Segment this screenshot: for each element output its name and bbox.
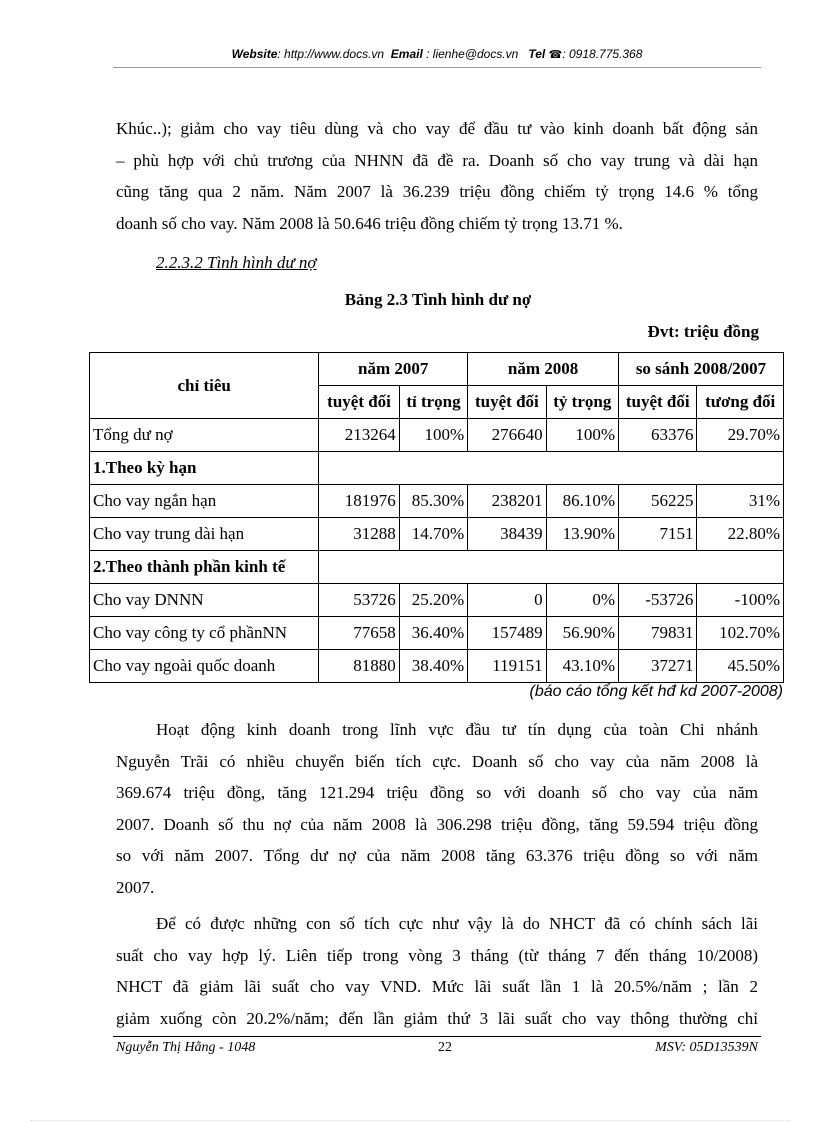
header-divider — [113, 67, 761, 68]
text-line: Khúc..); giảm cho vay tiêu dùng và cho vay để đầu tư vào kinh doanh bất động sản — [116, 119, 758, 138]
text-line: 2007. — [116, 877, 155, 897]
table-row — [90, 650, 784, 683]
table-row — [90, 485, 784, 518]
section-label: 1.Theo kỳ hạn — [90, 452, 319, 485]
email-label: Email — [390, 47, 423, 61]
col-header-label: chỉ tiêu — [90, 353, 319, 419]
text-line: NHCT đã giảm lãi suất cho vay VND. Mức lãi suất lần 1 là 20.5%/năm ; lần 2 — [116, 977, 758, 996]
row-label: Cho vay công ty cổ phầnNN — [90, 617, 319, 650]
subheader-cell: tỷ trọng — [546, 386, 618, 419]
subheader-cell: tuyệt đối — [468, 386, 546, 419]
tel-value: : 0918.775.368 — [562, 47, 643, 61]
footer-author: Nguyễn Thị Hằng - 1048 — [116, 1040, 256, 1055]
table-row — [90, 419, 784, 452]
table-cell: 0% — [546, 584, 618, 617]
table-cell: -53726 — [619, 584, 697, 617]
paragraph-3 — [116, 908, 758, 1034]
subheader-cell: tỉ trọng — [399, 386, 467, 419]
table-cell: 238201 — [468, 485, 546, 518]
table-row — [90, 584, 784, 617]
table-cell: 181976 — [319, 485, 399, 518]
row-label: Cho vay DNNN — [90, 584, 319, 617]
row-label: Tổng dư nợ — [90, 419, 319, 452]
table-cell: 45.50% — [697, 650, 784, 683]
tel-label: Tel — [528, 47, 546, 61]
table-cell: 0 — [468, 584, 546, 617]
row-label: Cho vay trung dài hạn — [90, 518, 319, 551]
table-cell: -100% — [697, 584, 784, 617]
table-cell: 14.70% — [399, 518, 467, 551]
subheader-cell: tương đối — [697, 386, 784, 419]
source-note: (báo cáo tổng kết hđ kd 2007-2008) — [529, 683, 783, 700]
table-cell: 157489 — [468, 617, 546, 650]
page-number: 22 — [438, 1040, 452, 1055]
text-line: Nguyễn Trãi có nhiều chuyển biến tích cực. Doanh số cho vay của năm 2008 là — [116, 751, 758, 771]
table-caption: Bảng 2.3 Tình hình dư nợ — [344, 290, 532, 309]
text-line: 2007. Doanh số thu nợ của năm 2008 là 306.298 triệu đồng, tăng 59.594 triệu đồng — [116, 814, 758, 834]
table-cell: 56225 — [619, 485, 697, 518]
table-cell: 38.40% — [399, 650, 467, 683]
text-line: Để có được những con số tích cực như vậy là do NHCT đã có chính sách lãi — [156, 914, 758, 933]
table-cell: 85.30% — [399, 485, 467, 518]
row-label: Cho vay ngoài quốc doanh — [90, 650, 319, 683]
table-cell: 56.90% — [546, 617, 618, 650]
text-line: so với năm 2007. Tổng dư nợ của năm 2008 tăng 63.376 triệu đồng so với năm — [116, 846, 758, 865]
paragraph-1 — [116, 113, 758, 239]
footer-divider — [113, 1036, 761, 1037]
table-cell: 43.10% — [546, 650, 618, 683]
page-header — [113, 47, 761, 61]
table-cell: 102.70% — [697, 617, 784, 650]
table-cell: 37271 — [619, 650, 697, 683]
table-cell: 29.70% — [697, 419, 784, 452]
email-value: : lienhe@docs.vn — [426, 47, 519, 61]
table-cell: 79831 — [619, 617, 697, 650]
text-line: suất cho vay hợp lý. Liên tiếp trong vòng 3 tháng (từ tháng 7 đến tháng 10/2008) — [116, 945, 758, 965]
subheader-cell: tuyệt đối — [319, 386, 399, 419]
table-cell: 81880 — [319, 650, 399, 683]
table-cell: 77658 — [319, 617, 399, 650]
paragraph-2 — [116, 714, 758, 903]
table-section-row — [90, 452, 784, 485]
text-line: cũng tăng qua 2 năm. Năm 2007 là 36.239 triệu đồng chiếm tỷ trọng 14.6 % tổng — [116, 182, 758, 201]
table-cell: 86.10% — [546, 485, 618, 518]
table-cell: 31288 — [319, 518, 399, 551]
website-value: : http://www.docs.vn — [277, 47, 385, 61]
col-group-compare: so sánh 2008/2007 — [619, 353, 784, 386]
table-cell: 13.90% — [546, 518, 618, 551]
table-row — [90, 617, 784, 650]
text-line: Hoạt động kinh doanh trong lĩnh vực đầu tư tín dụng của toàn Chi nhánh — [156, 720, 758, 739]
table-header-row — [90, 353, 784, 386]
table-cell: 7151 — [619, 518, 697, 551]
table-cell: 53726 — [319, 584, 399, 617]
text-line: giảm xuống còn 20.2%/năm; đến lần giảm thứ 3 lãi suất cho vay thông thường chỉ — [116, 1008, 758, 1028]
text-line: 369.674 triệu đồng, tăng 121.294 triệu đồng so với doanh số cho vay của năm — [116, 783, 758, 802]
page-footer — [116, 1040, 758, 1060]
table-cell: 22.80% — [697, 518, 784, 551]
table-cell: 213264 — [319, 419, 399, 452]
row-label: Cho vay ngắn hạn — [90, 485, 319, 518]
table-cell: 63376 — [619, 419, 697, 452]
table-cell: 119151 — [468, 650, 546, 683]
col-group-2007: năm 2007 — [319, 353, 468, 386]
table-cell: 100% — [399, 419, 467, 452]
col-group-2008: năm 2008 — [468, 353, 619, 386]
phone-icon: ☎ — [548, 49, 563, 61]
footer-student-id: MSV: 05D13539N — [655, 1040, 758, 1055]
subheader-cell: tuyệt đối — [619, 386, 697, 419]
page-edge — [30, 1120, 790, 1121]
table-cell: 276640 — [468, 419, 546, 452]
table-row — [90, 518, 784, 551]
table-cell: 38439 — [468, 518, 546, 551]
section-filler — [319, 551, 784, 584]
table-cell: 36.40% — [399, 617, 467, 650]
debt-table — [89, 352, 784, 683]
website-label: Website — [231, 47, 278, 61]
table-section-row — [90, 551, 784, 584]
table-cell: 31% — [697, 485, 784, 518]
table-cell: 25.20% — [399, 584, 467, 617]
text-line: doanh số cho vay. Năm 2008 là 50.646 triệu đồng chiếm tỷ trọng 13.71 %. — [116, 213, 623, 233]
section-filler — [319, 452, 784, 485]
table-cell: 100% — [546, 419, 618, 452]
section-subheading: 2.2.3.2 Tình hình dư nợ — [156, 253, 317, 272]
table-unit: Đvt: triệu đồng — [647, 322, 759, 341]
text-line: – phù hợp với chủ trương của NHNN đã đề ra. Doanh số cho vay trung và dài hạn — [116, 150, 758, 170]
section-label: 2.Theo thành phần kinh tế — [90, 551, 319, 584]
